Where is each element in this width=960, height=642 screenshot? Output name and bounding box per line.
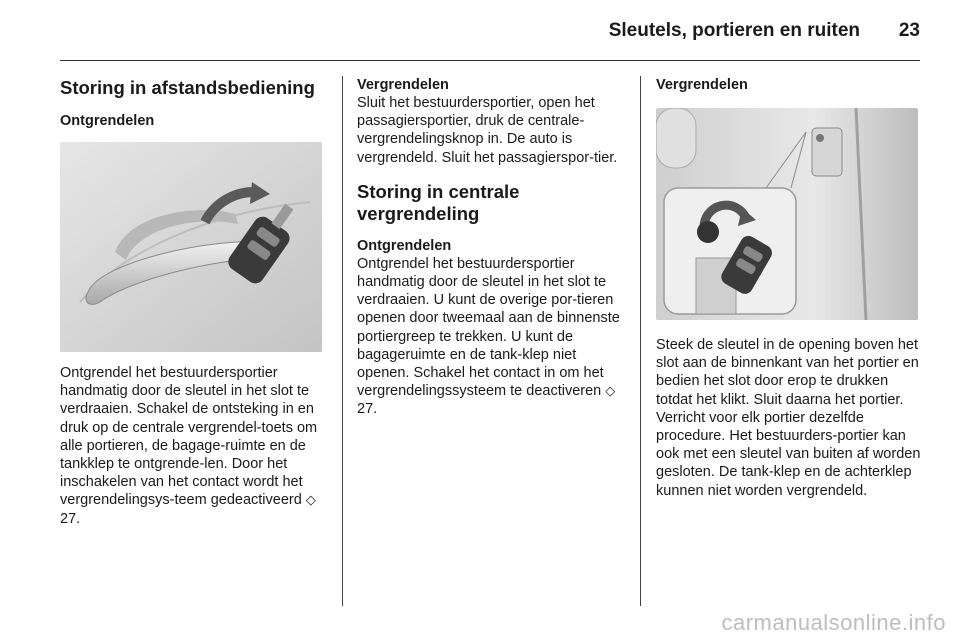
paragraph-unlock-remote: Ontgrendel het bestuurdersportier handmatig door de sleutel in het slot te verdraaien. Schakel de ontsteking in en druk op de centrale vergrendel-toets om alle portieren, de bagage-ruimte en de tankklep te ontgrende-len. Door het inschakelen van het contact wordt het vergrendelingsys-teem gedeactiveerd ◇ 27. bbox=[60, 365, 318, 527]
paragraph-unlock-central: Ontgrendel het bestuurdersportier handmatig door de sleutel in het slot te verdraaien. U kunt de overige por-tieren openen door tweemaal aan de binnenste portiergreep te trekken. U kunt de bagageruimte en de tank-klep niet openen. Schakel het contact in om het vergrendelingssysteem te deactiveren ◇ 27. bbox=[357, 255, 620, 418]
page-ref-arrow-icon: ◇ bbox=[305, 492, 316, 508]
page-ref-link[interactable]: 27. bbox=[60, 510, 81, 527]
column-rule-2 bbox=[640, 76, 641, 606]
column-3 bbox=[656, 76, 924, 500]
figure-door-handle-key bbox=[60, 142, 322, 352]
paragraph-lock-door: Steek de sleutel in de opening boven het slot aan de binnenkant van het portier en bedien het slot door erop te drukken totdat het klikt. Sluit daarna het portier. Verricht voor elk portier dezelfde procedure. Het bestuurders-portier kan ook met een sleutel van buiten af worden gesloten. De tank-klep en de achterklep kunnen niet worden vergrendeld. bbox=[656, 337, 921, 499]
door-lock-illustration bbox=[656, 108, 918, 320]
subheading-unlock-2: Ontgrendelen bbox=[357, 237, 452, 254]
page-number: 23 bbox=[898, 20, 920, 41]
door-handle-illustration bbox=[60, 142, 322, 352]
page-ref-arrow-icon: ◇ bbox=[605, 383, 616, 399]
header-title: Sleutels, portieren en ruiten bbox=[608, 20, 860, 41]
watermark: carmanualsonline.info bbox=[721, 610, 946, 635]
subheading-unlock: Ontgrendelen bbox=[60, 113, 155, 129]
section-heading-remote-failure: Storing in afstandsbediening bbox=[60, 77, 315, 98]
page-ref-link[interactable]: 27. bbox=[357, 401, 378, 418]
figure-door-lock-key bbox=[656, 108, 918, 320]
subheading-lock: Vergrendelen bbox=[357, 77, 449, 93]
header-rule bbox=[60, 60, 920, 61]
paragraph-lock: Sluit het bestuurdersportier, open het passagiersportier, druk de centrale-vergrendelingsknop in. De auto is vergrendeld. Sluit het passagierspor-tier. bbox=[357, 95, 618, 166]
subheading-lock-3: Vergrendelen bbox=[656, 77, 748, 93]
section-heading-central-locking-failure: Storing in centrale vergrendeling bbox=[357, 180, 520, 224]
column-1 bbox=[60, 76, 328, 528]
column-2 bbox=[357, 76, 625, 419]
column-rule-1 bbox=[342, 76, 343, 606]
